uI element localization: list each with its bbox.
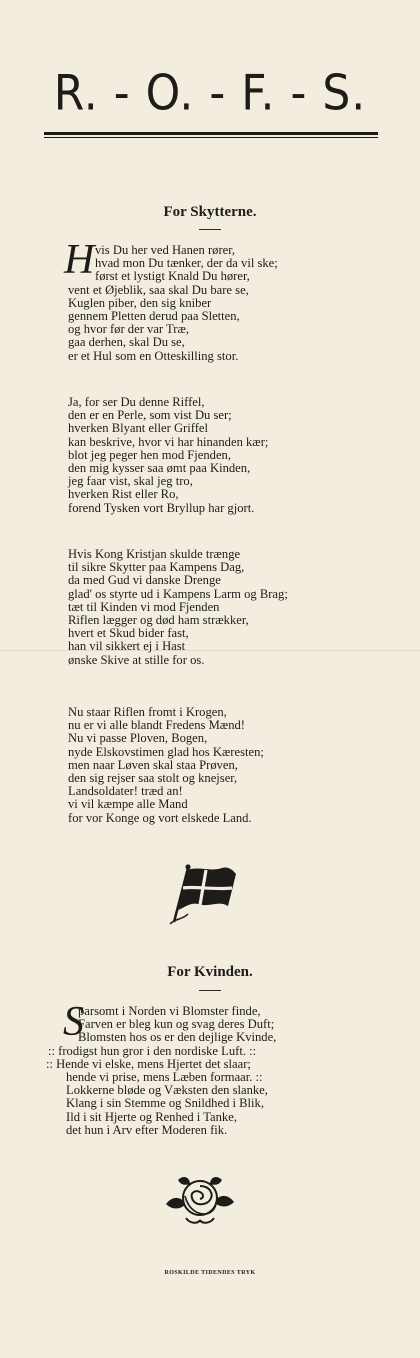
poem-line-kvinden: Blomsten hos os er den dejlige Kvinde, <box>78 1030 277 1045</box>
flag-icon <box>166 860 242 926</box>
poem-line-skytterne: Riflen lægger og død ham strækker, <box>68 613 249 627</box>
poem-line-skytterne: til sikre Skytter paa Kampens Dag, <box>68 560 245 575</box>
poem-line-skytterne: den er en Perle, som vist Du ser; <box>68 408 232 423</box>
poem-line-skytterne: Hvis Kong Kristjan skulde trænge <box>68 547 241 561</box>
dropcap-skytterne: H <box>64 237 95 283</box>
poem-line-skytterne: vis Du her ved Hanen rører, <box>95 243 236 257</box>
poem-line-skytterne: hverken Blyant eller Griffel <box>68 421 208 436</box>
poem-line-kvinden: Farven er bleg kun og svag deres Duft; <box>78 1017 275 1032</box>
poem-line-kvinden: Ild i sit Hjerte og Renhed i Tanke, <box>66 1109 237 1124</box>
poem-line-skytterne: Kuglen piber, den sig kniber <box>68 295 212 310</box>
poem-line-kvinden: Lokkerne bløde og Væksten den slanke, <box>66 1083 268 1098</box>
poem-line-skytterne: for vor Konge og vort elskede Land. <box>68 810 252 825</box>
poem-line-skytterne: hverken Rist eller Ro, <box>68 487 179 502</box>
poem-line-skytterne: gaa derhen, skal Du se, <box>68 335 185 350</box>
poem-line-skytterne: nyde Elskovstimen glad hos Kæresten; <box>68 744 264 759</box>
poem-line-skytterne: den mig kysser saa ømt paa Kinden, <box>68 461 251 475</box>
fold-line <box>0 650 420 651</box>
poem-line-kvinden: :: frodigst hun gror i den nordiske Luft. :: <box>48 1043 257 1058</box>
poem-line-skytterne: vent et Øjeblik, saa skal Du bare se, <box>68 282 249 297</box>
poem-line-skytterne: hvert et Skud bider fast, <box>68 626 189 641</box>
poem-line-skytterne: Nu staar Riflen fromt i Krogen, <box>68 705 227 719</box>
poem-line-skytterne: blot jeg peger hen mod Fjenden, <box>68 447 231 462</box>
poem-line-skytterne: nu er vi alle blandt Fredens Mænd! <box>68 718 245 733</box>
poem-line-kvinden: det hun i Arv efter Moderen fik. <box>66 1122 228 1137</box>
poem-line-kvinden: Klang i sin Stemme og Snildhed i Blik, <box>66 1096 265 1111</box>
poem-line-skytterne: er et Hul som en Otteskilling stor. <box>68 348 239 363</box>
poem-line-skytterne: jeg faar vist, skal jeg tro, <box>68 474 193 489</box>
poem-line-skytterne: gennem Pletten derud paa Sletten, <box>68 309 240 323</box>
poem-line-skytterne: hvad mon Du tænker, der da vil ske; <box>95 256 278 271</box>
rose-icon <box>160 1164 240 1230</box>
masthead-title: R. - O. - F. - S. <box>53 64 367 123</box>
poem-line-skytterne: glad' os styrte ud i Kampens Larm og Brag; <box>68 586 288 601</box>
poem-line-skytterne: den sig rejser saa stolt og knejser, <box>68 771 238 785</box>
section-heading-kvinden: For Kvinden. <box>167 964 253 980</box>
poem-line-skytterne: vi vil kæmpe alle Mand <box>68 797 188 812</box>
masthead-rule-thick <box>44 132 378 135</box>
poem-line-skytterne: han vil sikkert ej i Hast <box>68 639 186 654</box>
printer-imprint: ROSKILDE TIDENDES TRYK <box>164 1270 256 1276</box>
section-heading-skytterne: For Skytterne. <box>163 204 257 220</box>
poem-line-skytterne: Ja, for ser Du denne Riffel, <box>68 395 205 409</box>
poem-line-skytterne: tæt til Kinden vi mod Fjenden <box>68 599 220 614</box>
section-rule-skytterne <box>199 229 221 230</box>
poem-line-skytterne: forend Tysken vort Bryllup har gjort. <box>68 500 255 515</box>
poem-line-skytterne: Landsoldater! træd an! <box>68 784 183 799</box>
poem-line-kvinden: hende vi prise, mens Læben formaar. :: <box>66 1070 263 1084</box>
masthead-rule-thin <box>44 137 378 138</box>
poem-line-skytterne: og hvor før der var Træ, <box>68 322 190 337</box>
poem-line-kvinden: parsomt i Norden vi Blomster finde, <box>78 1004 261 1018</box>
section-rule-kvinden <box>199 990 221 991</box>
poem-line-skytterne: men naar Løven skal staa Prøven, <box>68 757 238 772</box>
poem-line-kvinden: :: Hende vi elske, mens Hjertet det slaar; <box>46 1056 251 1071</box>
poem-line-skytterne: da med Gud vi danske Drenge <box>68 573 221 588</box>
poem-line-skytterne: Nu vi passe Ploven, Bogen, <box>68 731 208 746</box>
poem-line-skytterne: ønske Skive at stille for os. <box>68 652 205 667</box>
poem-line-skytterne: først et lystigt Knald Du hører, <box>95 269 250 284</box>
poem-line-skytterne: kan beskrive, hvor vi har hinanden kær; <box>68 434 269 449</box>
dropcap-kvinden: S <box>63 999 84 1045</box>
